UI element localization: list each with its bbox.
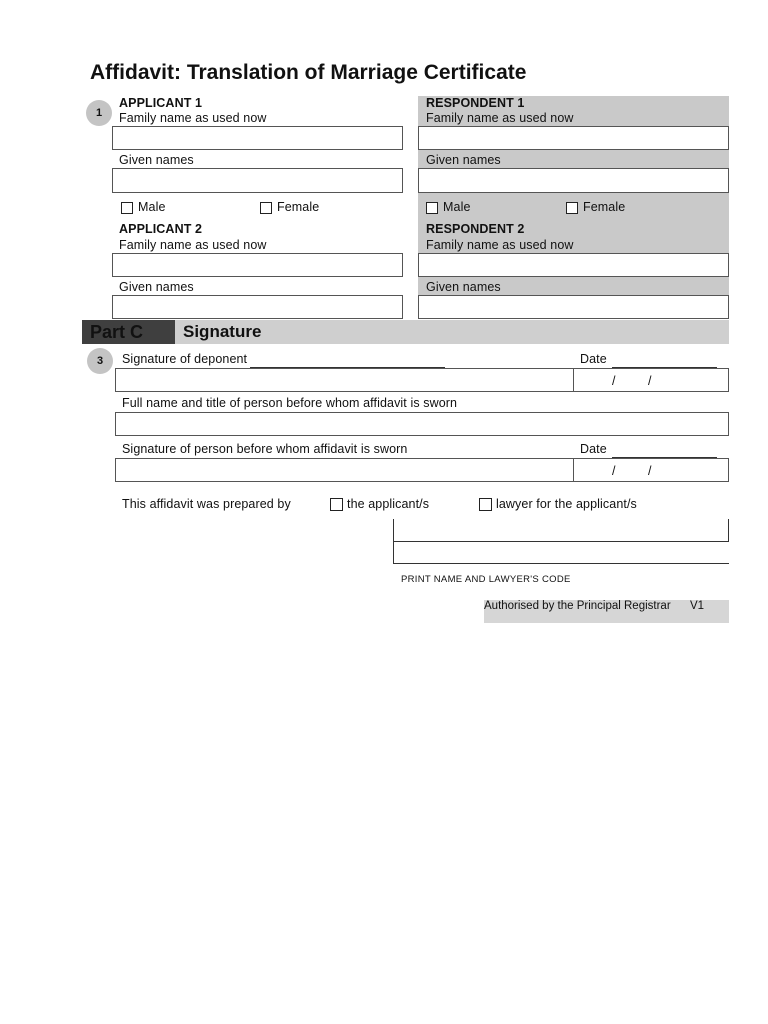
- applicant1-given-label: Given names: [119, 153, 194, 167]
- section-number-badge: 3: [87, 348, 113, 374]
- applicant1-family-field[interactable]: [112, 126, 403, 150]
- respondent1-female-label: Female: [583, 200, 626, 214]
- date-separator: /: [648, 464, 652, 478]
- prepared-by-label: This affidavit was prepared by: [122, 497, 291, 511]
- applicant2-family-label: Family name as used now: [119, 238, 267, 252]
- applicant1-family-label: Family name as used now: [119, 111, 267, 125]
- applicant1-female-label: Female: [277, 200, 320, 214]
- signature-deponent-label: Signature of deponent: [122, 352, 248, 366]
- authorised-text: Authorised by the Principal Registrar: [484, 600, 671, 612]
- respondent2-family-field[interactable]: [418, 253, 729, 277]
- prepared-by-applicant-checkbox[interactable]: [330, 498, 343, 511]
- page-title: Affidavit: Translation of Marriage Certificate: [90, 61, 527, 84]
- section-number-badge: 1: [86, 100, 112, 126]
- applicant1-heading: APPLICANT 1: [119, 96, 203, 110]
- date2-label: Date: [580, 442, 607, 456]
- respondent1-given-field[interactable]: [418, 168, 729, 193]
- fullname-title-label: Full name and title of person before whom affidavit is sworn: [122, 396, 458, 410]
- prepared-by-lawyer-label: lawyer for the applicant/s: [496, 497, 637, 511]
- date-label: Date: [580, 352, 607, 366]
- fullname-title-field[interactable]: [115, 412, 729, 436]
- respondent1-family-label: Family name as used now: [426, 111, 574, 125]
- respondent2-family-label: Family name as used now: [426, 238, 574, 252]
- applicant1-female-checkbox[interactable]: [260, 202, 272, 214]
- print-name-label: PRINT NAME AND LAWYER'S CODE: [401, 574, 571, 585]
- field-divider: [573, 458, 574, 482]
- date-separator: /: [612, 374, 616, 388]
- part-c-label: Part C: [82, 320, 175, 344]
- signature-sworn-label: Signature of person before whom affidavit is sworn: [122, 442, 408, 456]
- part-c-bar: [82, 320, 729, 344]
- prepared-by-lawyer-checkbox[interactable]: [479, 498, 492, 511]
- respondent1-male-checkbox[interactable]: [426, 202, 438, 214]
- applicant1-male-label: Male: [138, 200, 166, 214]
- applicant2-heading: APPLICANT 2: [119, 222, 203, 236]
- respondent2-given-label: Given names: [426, 280, 501, 294]
- respondent1-given-label: Given names: [426, 153, 501, 167]
- applicant1-male-checkbox[interactable]: [121, 202, 133, 214]
- respondent1-family-field[interactable]: [418, 126, 729, 150]
- signature-sworn-field[interactable]: [115, 458, 729, 482]
- applicant2-given-field[interactable]: [112, 295, 403, 319]
- date-separator: /: [612, 464, 616, 478]
- version-text: V1: [690, 600, 705, 612]
- applicant2-given-label: Given names: [119, 280, 194, 294]
- respondent1-female-checkbox[interactable]: [566, 202, 578, 214]
- applicant2-family-field[interactable]: [112, 253, 403, 277]
- field-divider: [393, 541, 729, 542]
- date-separator: /: [648, 374, 652, 388]
- field-edge: [728, 519, 729, 541]
- part-c-heading: Signature: [183, 322, 262, 341]
- field-divider: [573, 368, 574, 392]
- respondent1-male-label: Male: [443, 200, 471, 214]
- respondent2-heading: RESPONDENT 2: [426, 222, 525, 236]
- prepared-by-applicant-label: the applicant/s: [347, 497, 430, 511]
- signature-deponent-field[interactable]: [115, 368, 729, 392]
- applicant1-given-field[interactable]: [112, 168, 403, 193]
- respondent1-heading: RESPONDENT 1: [426, 96, 525, 110]
- respondent2-given-field[interactable]: [418, 295, 729, 319]
